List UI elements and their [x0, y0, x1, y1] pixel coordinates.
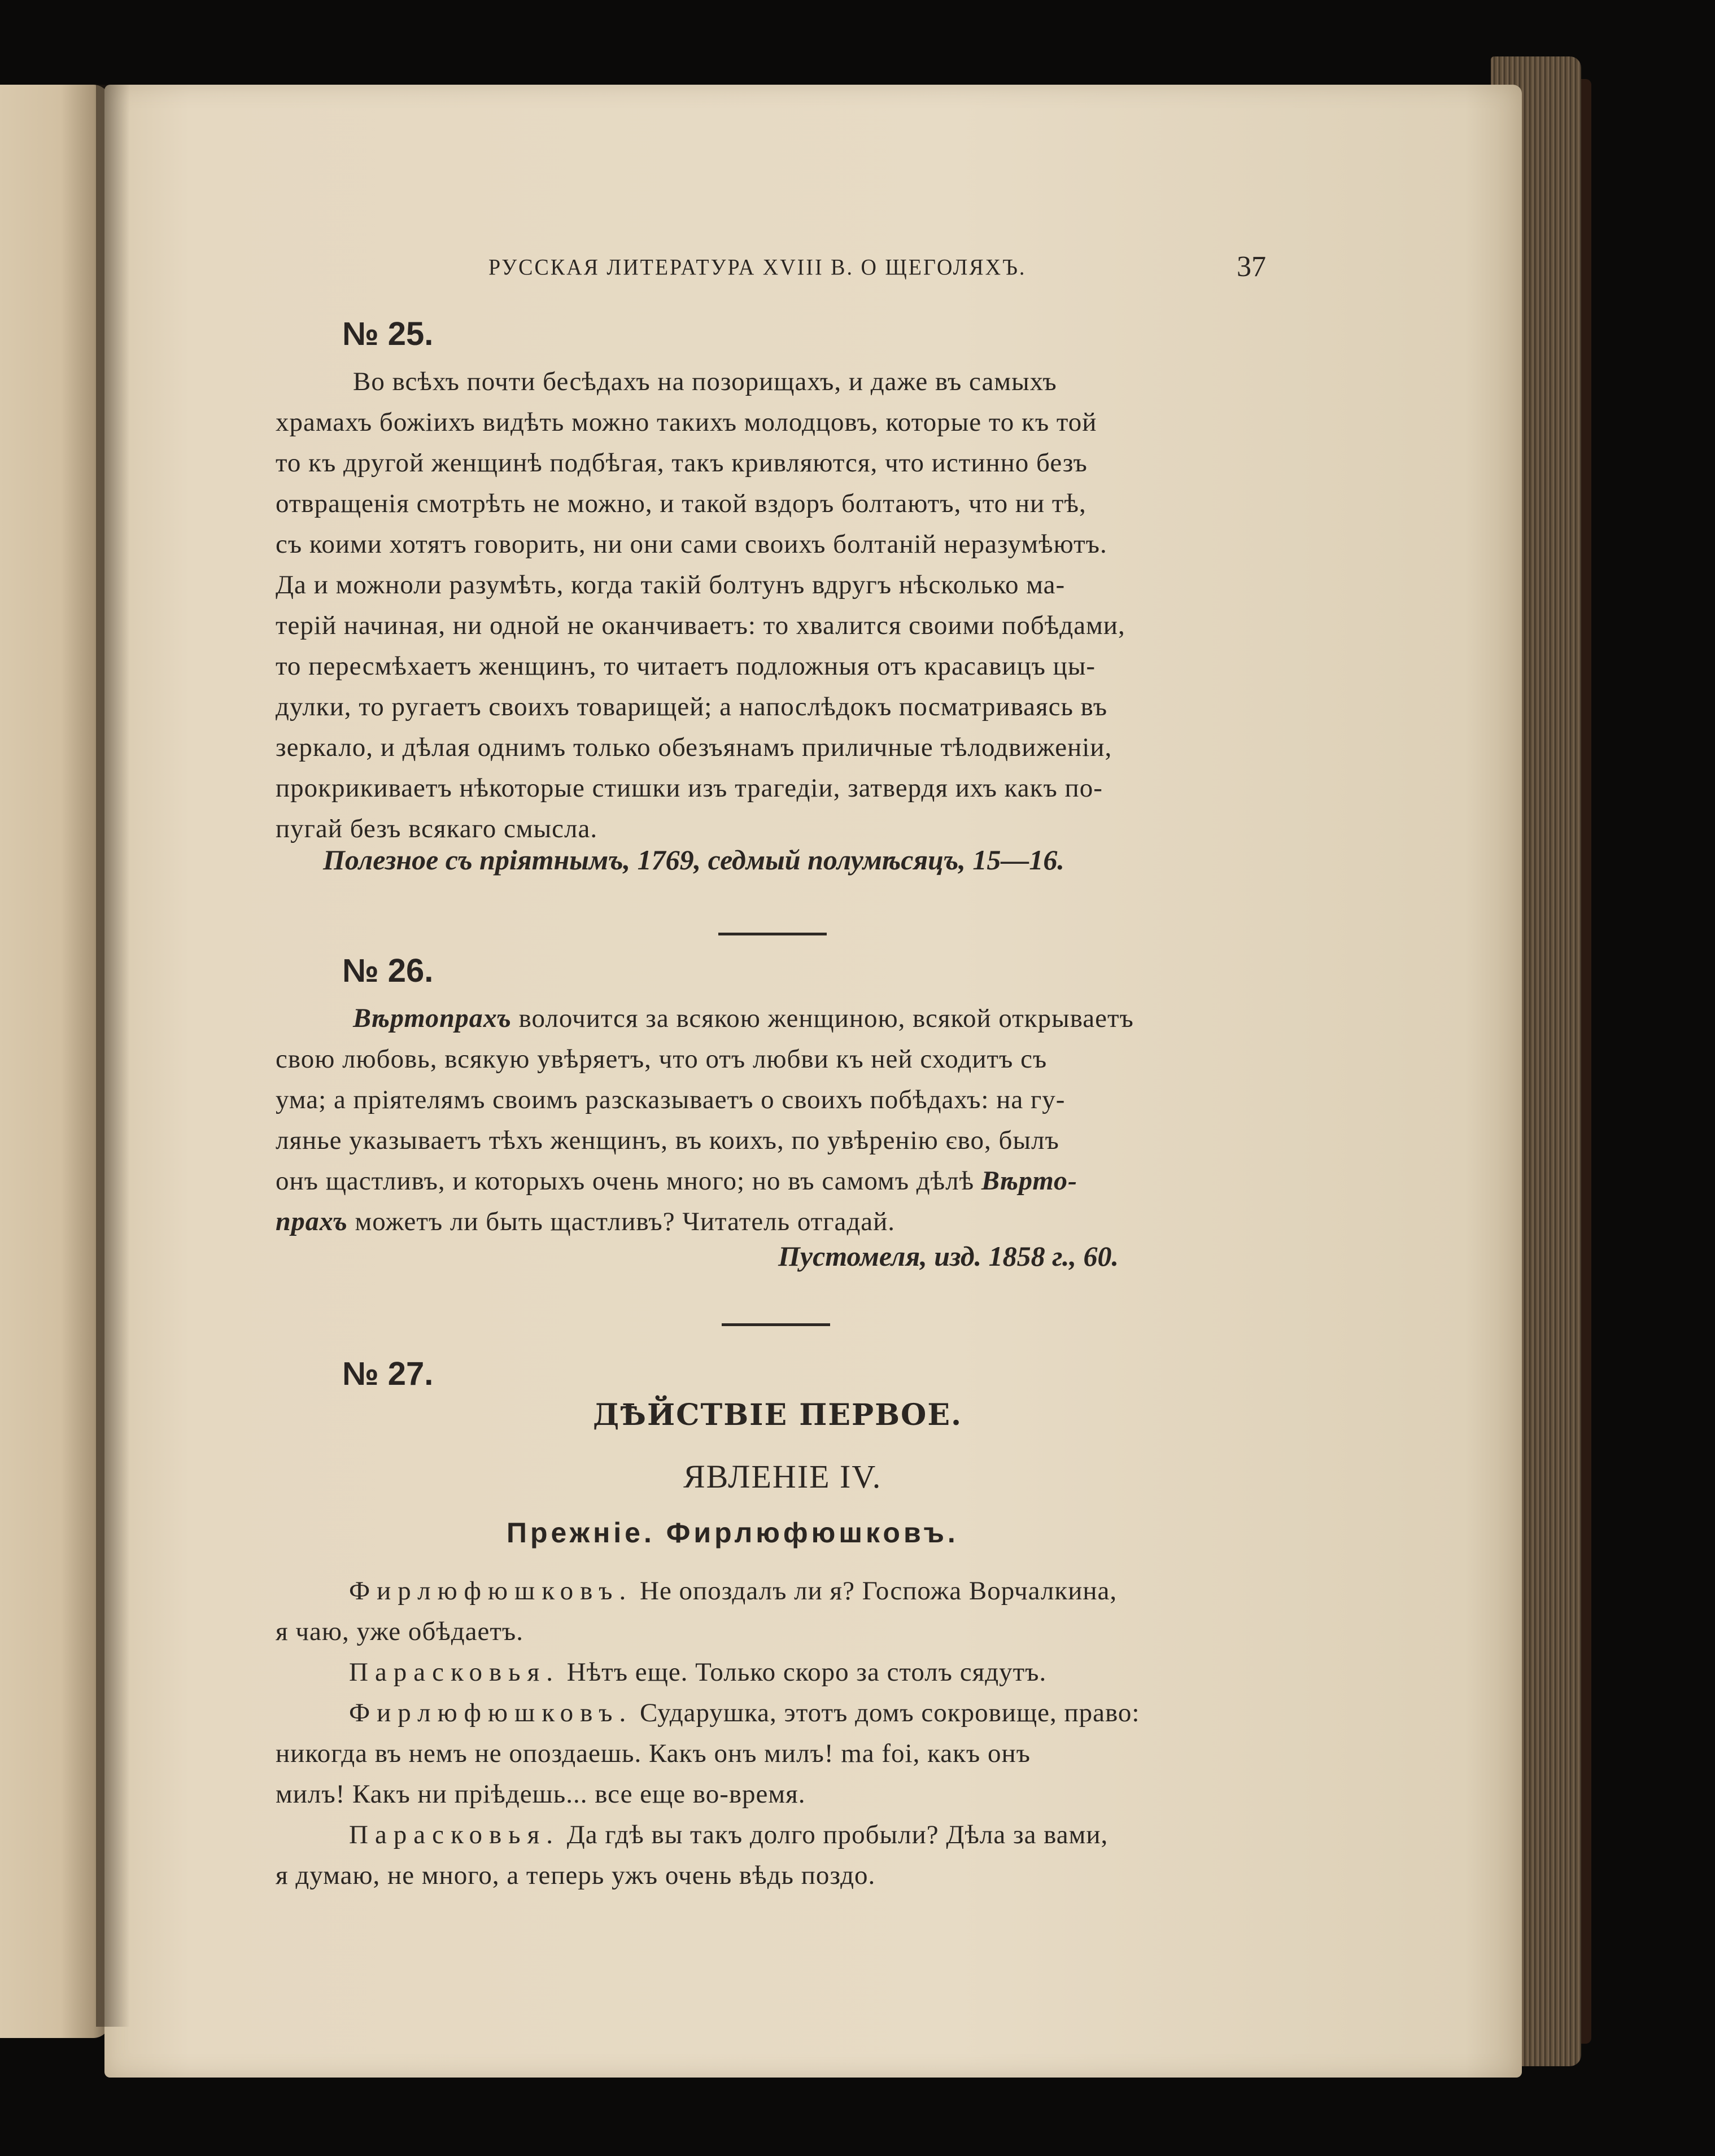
dialogue-line [349, 1571, 1117, 1611]
italic-name: Вѣрто- [981, 1166, 1078, 1196]
section-divider [722, 1323, 830, 1326]
dialogue-line: я чаю, уже обѣдаетъ. [276, 1617, 523, 1646]
text-line: пугай безъ всякаго смысла. [276, 814, 598, 843]
act-heading: ДѢЙСТВІЕ ПЕРВОЕ. [593, 1398, 963, 1432]
entry-number-25: № 25. [342, 316, 434, 352]
scene-heading: ЯВЛЕНІЕ IV. [683, 1458, 882, 1495]
dialogue-line: милъ! Какъ ни пріѣдешь... все еще во-время. [276, 1779, 806, 1809]
text-run: можетъ ли быть щастливъ? Читатель отгадай. [347, 1207, 896, 1236]
gutter-shadow [96, 85, 130, 2027]
text-line: то пересмѣхаетъ женщинъ, то читаетъ подложныя отъ красавицъ цы- [276, 651, 1096, 681]
text-line: прокрикиваетъ нѣкоторые стишки изъ трагедіи, затвердя ихъ какъ по- [276, 773, 1103, 803]
page-number: 37 [1237, 251, 1266, 283]
italic-name: прахъ [276, 1206, 348, 1236]
entry-number-27: № 27. [342, 1355, 434, 1392]
text-line [276, 1161, 1077, 1201]
dialogue-line: я думаю, не много, а теперь ужъ очень вѣдь поздо. [276, 1861, 876, 1890]
entry-26-source: Пустомеля, изд. 1858 г., 60. [778, 1240, 1119, 1272]
entry-number-26: № 26. [342, 952, 434, 989]
text-line [353, 998, 1134, 1039]
text-line: храмахъ божіихъ видѣть можно такихъ молодцовъ, которые то къ той [276, 408, 1097, 437]
text-line: дулки, то ругаетъ своихъ товарищей; а напослѣдокъ посматриваясь въ [276, 692, 1107, 721]
text-run: онъ щастливъ, и которыхъ очень много; но въ самомъ дѣлѣ [276, 1166, 981, 1196]
text-run: волочится за всякою женщиною, всякой открываетъ [511, 1004, 1134, 1033]
speaker-name: Парасковья. [349, 1820, 560, 1849]
persons-heading: Прежніе. Фирлюфюшковъ. [507, 1517, 959, 1549]
dialogue-line: никогда въ немъ не опоздаешь. Какъ онъ милъ! ma foi, какъ онъ [276, 1739, 1031, 1768]
text-line [276, 1201, 895, 1242]
dialogue-line [349, 1693, 1140, 1733]
speech: Нѣтъ еще. Только скоро за столъ сядутъ. [559, 1658, 1047, 1687]
text-line: отвращенія смотрѣть не можно, и такой вздоръ болтаютъ, что ни тѣ, [276, 489, 1086, 518]
text-line: ума; а пріятелямъ своимъ разсказываетъ о своихъ побѣдахъ: на гу- [276, 1085, 1066, 1114]
left-page-edge [0, 85, 110, 2038]
dialogue-line [349, 1814, 1108, 1855]
text-line: терій начиная, ни одной не оканчиваетъ: то хвалится своими побѣдами, [276, 611, 1125, 640]
text-line: Да и можноли разумѣть, когда такій болтунъ вдругъ нѣсколько ма- [276, 570, 1066, 600]
speaker-name: Фирлюфюшковъ. [349, 1698, 633, 1728]
dialogue-line [349, 1652, 1046, 1693]
speaker-name: Фирлюфюшковъ. [349, 1576, 633, 1606]
text-line: то къ другой женщинѣ подбѣгая, такъ кривляются, что истинно безъ [276, 448, 1088, 478]
running-title: РУССКАЯ ЛИТЕРАТУРА XVIII В. О ЩЕГОЛЯХЪ. [488, 255, 1027, 281]
text-line: съ коими хотятъ говорить, ни они сами своихъ болтаній неразумѣютъ. [276, 530, 1107, 559]
text-line: лянье указываетъ тѣхъ женщинъ, въ коихъ, по увѣренію єво, былъ [276, 1126, 1059, 1155]
italic-name: Вѣртопрахъ [353, 1003, 512, 1033]
speech: Сударушка, этотъ домъ сокровище, право: [632, 1698, 1140, 1728]
entry-25-source: Полезное съ пріятнымъ, 1769, седмый полумѣсяцъ, 15—16. [323, 844, 1064, 876]
text-line: зеркало, и дѣлая однимъ только обезъянамъ приличные тѣлодвиженіи, [276, 733, 1112, 762]
text-line: Во всѣхъ почти бесѣдахъ на позорищахъ, и даже въ самыхъ [353, 367, 1057, 396]
speech: Не опоздалъ ли я? Госпожа Ворчалкина, [632, 1576, 1118, 1606]
speech: Да гдѣ вы такъ долго пробыли? Дѣла за вами, [559, 1820, 1109, 1849]
section-divider [718, 933, 827, 935]
text-line: свою любовь, всякую увѣряетъ, что отъ любви къ ней сходитъ съ [276, 1044, 1048, 1074]
speaker-name: Парасковья. [349, 1658, 560, 1687]
